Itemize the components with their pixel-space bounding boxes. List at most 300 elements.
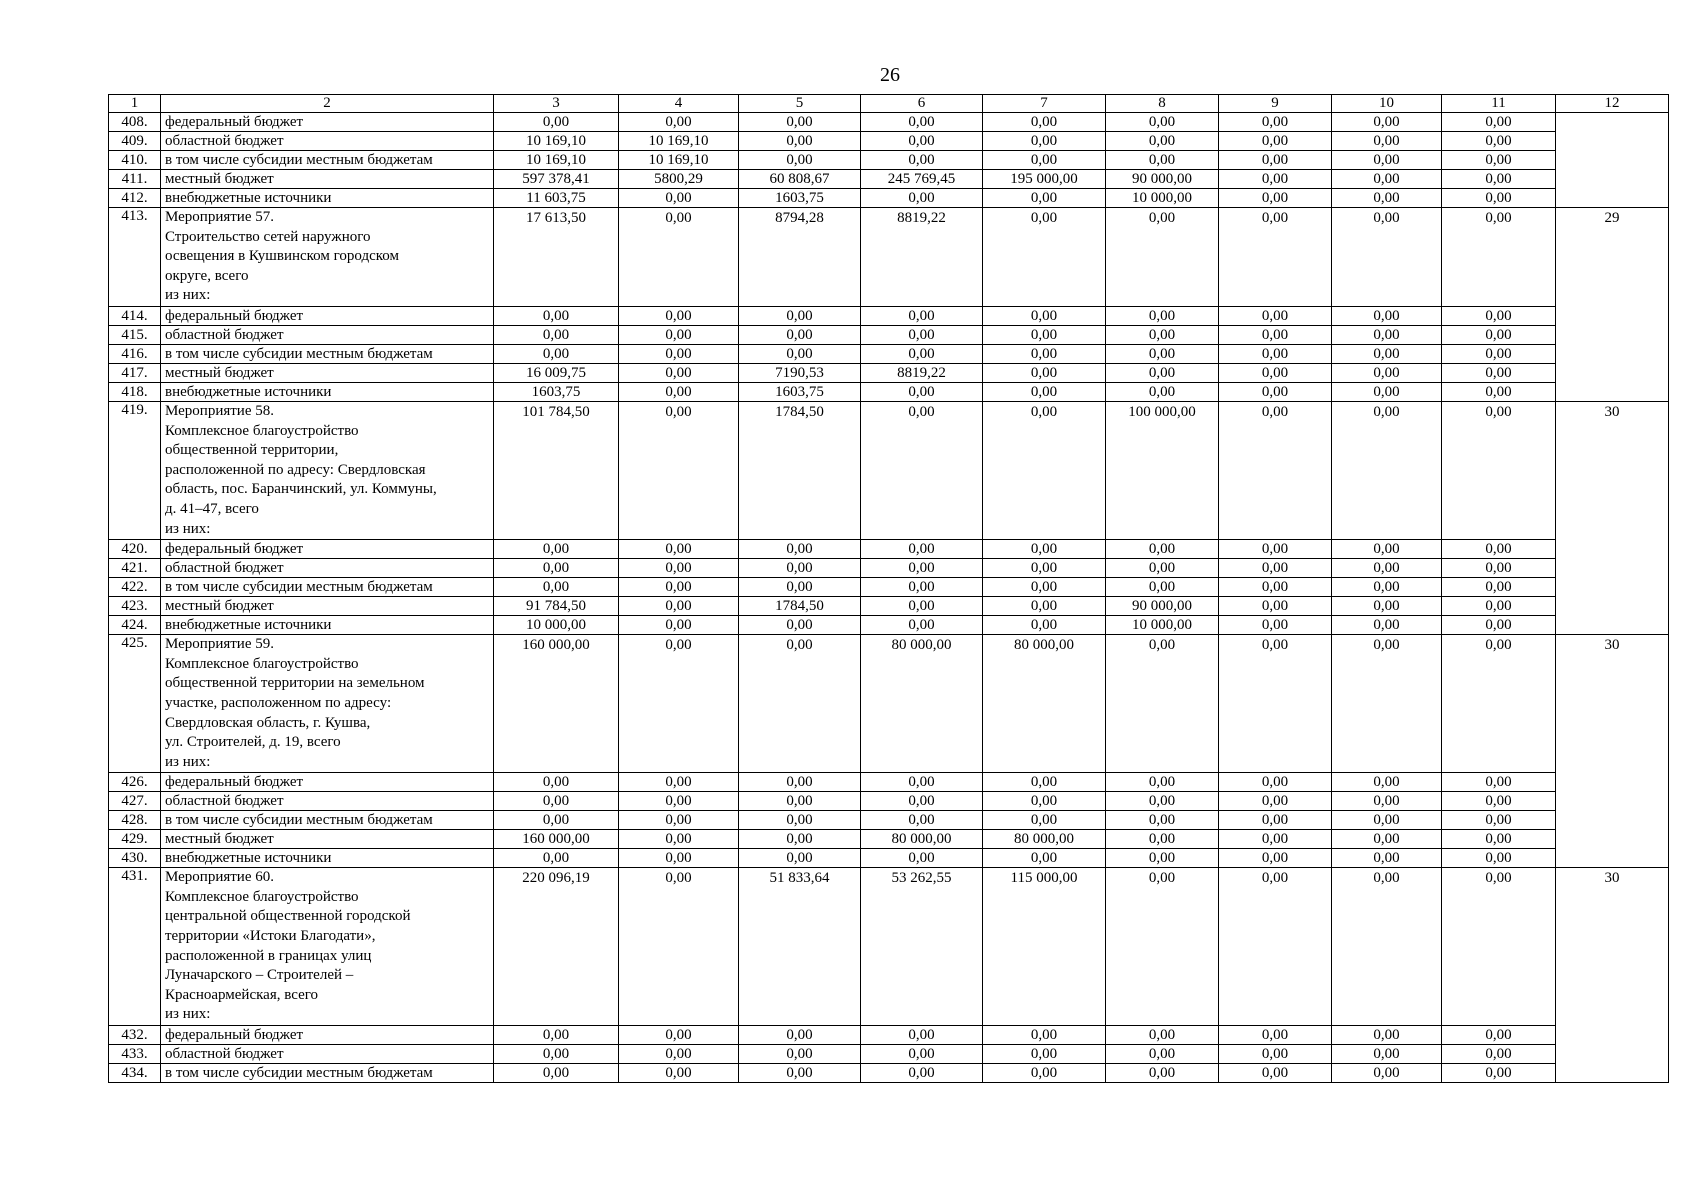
budget-table [108, 94, 1669, 1083]
value-cell: 0,00 [861, 344, 983, 363]
row-number: 412. [109, 189, 161, 208]
row-number: 415. [109, 325, 161, 344]
value-cell: 0,00 [619, 382, 739, 401]
value-cell: 0,00 [1219, 208, 1332, 307]
value-cell: 0,00 [1442, 616, 1556, 635]
value-cell: 0,00 [983, 132, 1106, 151]
value-cell: 80 000,00 [983, 635, 1106, 773]
value-cell: 0,00 [1442, 1026, 1556, 1045]
row-name: местный бюджет [161, 830, 494, 849]
value-cell: 1603,75 [739, 189, 861, 208]
value-cell: 8819,22 [861, 363, 983, 382]
value-cell: 0,00 [619, 830, 739, 849]
table-row [109, 382, 1669, 401]
value-cell: 0,00 [983, 616, 1106, 635]
row-name: областной бюджет [161, 325, 494, 344]
value-cell: 0,00 [1332, 151, 1442, 170]
measure-row [109, 401, 1669, 539]
value-cell: 0,00 [983, 113, 1106, 132]
value-cell: 0,00 [983, 363, 1106, 382]
row-name: внебюджетные источники [161, 189, 494, 208]
value-cell: 0,00 [739, 830, 861, 849]
value-cell: 10 000,00 [1106, 616, 1219, 635]
value-cell: 0,00 [1332, 170, 1442, 189]
row-number: 427. [109, 792, 161, 811]
row-name: областной бюджет [161, 559, 494, 578]
value-cell: 0,00 [983, 792, 1106, 811]
value-cell: 0,00 [861, 811, 983, 830]
table-row [109, 792, 1669, 811]
value-cell: 0,00 [861, 401, 983, 539]
value-cell: 0,00 [619, 325, 739, 344]
row-number: 421. [109, 559, 161, 578]
value-cell: 0,00 [1332, 578, 1442, 597]
value-cell: 0,00 [1106, 773, 1219, 792]
value-cell: 0,00 [739, 578, 861, 597]
value-cell: 0,00 [1332, 792, 1442, 811]
value-cell: 0,00 [1106, 208, 1219, 307]
value-cell: 0,00 [1332, 1026, 1442, 1045]
value-cell: 0,00 [619, 792, 739, 811]
value-cell: 0,00 [739, 540, 861, 559]
value-cell: 0,00 [494, 1045, 619, 1064]
value-cell: 0,00 [619, 363, 739, 382]
row-name: внебюджетные источники [161, 382, 494, 401]
value-cell: 0,00 [861, 1064, 983, 1083]
value-cell: 0,00 [739, 849, 861, 868]
column-header-8: 8 [1106, 95, 1219, 113]
value-cell: 0,00 [739, 792, 861, 811]
value-cell: 0,00 [1442, 578, 1556, 597]
row-name: в том числе субсидии местным бюджетам [161, 151, 494, 170]
value-cell: 10 169,10 [619, 151, 739, 170]
row-number: 408. [109, 113, 161, 132]
value-cell: 0,00 [619, 578, 739, 597]
value-cell: 1603,75 [494, 382, 619, 401]
row-number: 424. [109, 616, 161, 635]
value-cell: 0,00 [1332, 773, 1442, 792]
value-cell: 0,00 [1219, 363, 1332, 382]
value-cell: 0,00 [1332, 635, 1442, 773]
column-header-7: 7 [983, 95, 1106, 113]
value-cell: 0,00 [983, 344, 1106, 363]
row-name: областной бюджет [161, 1045, 494, 1064]
value-cell: 0,00 [1106, 151, 1219, 170]
value-cell: 0,00 [1332, 1045, 1442, 1064]
value-cell: 11 603,75 [494, 189, 619, 208]
table-row [109, 830, 1669, 849]
value-cell: 5800,29 [619, 170, 739, 189]
column-header-2: 2 [161, 95, 494, 113]
value-cell: 0,00 [1442, 113, 1556, 132]
value-cell: 7190,53 [739, 363, 861, 382]
table-row [109, 151, 1669, 170]
measure-row [109, 208, 1669, 307]
value-cell: 0,00 [1332, 382, 1442, 401]
value-cell: 0,00 [1442, 773, 1556, 792]
value-cell: 0,00 [1106, 1064, 1219, 1083]
row-number: 409. [109, 132, 161, 151]
value-cell: 0,00 [983, 325, 1106, 344]
row-number: 425. [109, 635, 161, 773]
row-name: федеральный бюджет [161, 306, 494, 325]
value-cell: 0,00 [1219, 792, 1332, 811]
column-header-3: 3 [494, 95, 619, 113]
value-cell: 0,00 [1442, 344, 1556, 363]
value-cell: 0,00 [983, 597, 1106, 616]
value-cell: 0,00 [1219, 325, 1332, 344]
value-cell: 0,00 [1442, 830, 1556, 849]
value-cell: 53 262,55 [861, 868, 983, 1026]
measure-row [109, 868, 1669, 1026]
value-cell: 90 000,00 [1106, 597, 1219, 616]
row-name: областной бюджет [161, 792, 494, 811]
value-cell: 0,00 [739, 306, 861, 325]
value-cell: 115 000,00 [983, 868, 1106, 1026]
value-cell: 0,00 [1219, 635, 1332, 773]
column-header-11: 11 [1442, 95, 1556, 113]
value-cell: 0,00 [1442, 1045, 1556, 1064]
value-cell: 0,00 [861, 559, 983, 578]
value-cell: 0,00 [861, 306, 983, 325]
value-cell: 0,00 [739, 151, 861, 170]
column-header-4: 4 [619, 95, 739, 113]
value-cell: 90 000,00 [1106, 170, 1219, 189]
column-number-row [109, 95, 1669, 113]
value-cell: 0,00 [1106, 868, 1219, 1026]
value-cell: 0,00 [1332, 597, 1442, 616]
value-cell: 0,00 [1442, 382, 1556, 401]
value-cell: 0,00 [1332, 540, 1442, 559]
page-number: 26 [880, 64, 900, 86]
row-number: 431. [109, 868, 161, 1026]
value-cell: 0,00 [1106, 811, 1219, 830]
value-cell: 0,00 [1219, 344, 1332, 363]
value-cell: 0,00 [1219, 540, 1332, 559]
table-row [109, 344, 1669, 363]
value-cell: 0,00 [1219, 849, 1332, 868]
row-number: 434. [109, 1064, 161, 1083]
value-cell: 8819,22 [861, 208, 983, 307]
value-cell: 0,00 [1332, 616, 1442, 635]
value-cell: 0,00 [1219, 132, 1332, 151]
value-cell: 0,00 [861, 540, 983, 559]
value-cell: 0,00 [739, 773, 861, 792]
value-cell: 0,00 [1219, 868, 1332, 1026]
table-body [109, 113, 1669, 1083]
value-cell: 0,00 [1442, 811, 1556, 830]
value-cell: 0,00 [861, 1045, 983, 1064]
value-cell: 0,00 [1106, 792, 1219, 811]
value-cell: 0,00 [861, 773, 983, 792]
value-cell: 0,00 [1219, 597, 1332, 616]
value-cell: 0,00 [739, 344, 861, 363]
value-cell: 0,00 [1332, 344, 1442, 363]
value-cell: 0,00 [1106, 1045, 1219, 1064]
value-cell: 0,00 [739, 132, 861, 151]
column-12-cell: 29 [1556, 208, 1669, 402]
value-cell: 0,00 [983, 189, 1106, 208]
value-cell: 0,00 [1219, 811, 1332, 830]
row-name: внебюджетные источники [161, 616, 494, 635]
value-cell: 0,00 [1106, 325, 1219, 344]
value-cell: 0,00 [494, 578, 619, 597]
value-cell: 0,00 [983, 1045, 1106, 1064]
column-12-cell: 30 [1556, 401, 1669, 634]
value-cell: 0,00 [1332, 363, 1442, 382]
value-cell: 0,00 [983, 811, 1106, 830]
row-name: областной бюджет [161, 132, 494, 151]
row-number: 417. [109, 363, 161, 382]
value-cell: 0,00 [1219, 830, 1332, 849]
row-number: 416. [109, 344, 161, 363]
row-name: федеральный бюджет [161, 773, 494, 792]
row-number: 426. [109, 773, 161, 792]
value-cell: 0,00 [1219, 1026, 1332, 1045]
column-header-9: 9 [1219, 95, 1332, 113]
value-cell: 0,00 [861, 132, 983, 151]
value-cell: 0,00 [1442, 597, 1556, 616]
value-cell: 0,00 [1442, 325, 1556, 344]
value-cell: 0,00 [1332, 189, 1442, 208]
row-number: 411. [109, 170, 161, 189]
value-cell: 0,00 [494, 773, 619, 792]
table-row [109, 773, 1669, 792]
value-cell: 80 000,00 [861, 635, 983, 773]
table-row [109, 540, 1669, 559]
value-cell: 0,00 [1219, 773, 1332, 792]
value-cell: 0,00 [1106, 578, 1219, 597]
value-cell: 160 000,00 [494, 830, 619, 849]
column-12-cell: 30 [1556, 635, 1669, 868]
value-cell: 0,00 [983, 773, 1106, 792]
value-cell: 0,00 [619, 344, 739, 363]
value-cell: 0,00 [861, 616, 983, 635]
value-cell: 0,00 [1219, 306, 1332, 325]
value-cell: 245 769,45 [861, 170, 983, 189]
table-row [109, 325, 1669, 344]
table-row [109, 1064, 1669, 1083]
value-cell: 0,00 [494, 344, 619, 363]
value-cell: 0,00 [983, 578, 1106, 597]
table-row [109, 306, 1669, 325]
value-cell: 10 169,10 [619, 132, 739, 151]
value-cell: 16 009,75 [494, 363, 619, 382]
value-cell: 0,00 [861, 597, 983, 616]
value-cell: 220 096,19 [494, 868, 619, 1026]
value-cell: 0,00 [619, 616, 739, 635]
row-number: 413. [109, 208, 161, 307]
value-cell: 0,00 [1442, 306, 1556, 325]
row-name: местный бюджет [161, 363, 494, 382]
value-cell: 0,00 [494, 1026, 619, 1045]
row-name: в том числе субсидии местным бюджетам [161, 811, 494, 830]
value-cell: 0,00 [1106, 306, 1219, 325]
value-cell: 10 169,10 [494, 132, 619, 151]
value-cell: 0,00 [1219, 113, 1332, 132]
value-cell: 8794,28 [739, 208, 861, 307]
value-cell: 0,00 [1106, 1026, 1219, 1045]
value-cell: 0,00 [619, 540, 739, 559]
value-cell: 10 000,00 [494, 616, 619, 635]
value-cell: 0,00 [1106, 363, 1219, 382]
table-row [109, 113, 1669, 132]
value-cell: 91 784,50 [494, 597, 619, 616]
value-cell: 0,00 [619, 1045, 739, 1064]
value-cell: 0,00 [1442, 1064, 1556, 1083]
value-cell: 0,00 [619, 1064, 739, 1083]
value-cell: 0,00 [619, 208, 739, 307]
value-cell: 0,00 [1332, 113, 1442, 132]
value-cell: 0,00 [1332, 849, 1442, 868]
row-name: федеральный бюджет [161, 1026, 494, 1045]
column-header-5: 5 [739, 95, 861, 113]
value-cell: 0,00 [1332, 868, 1442, 1026]
row-name: Мероприятие 60. Комплексное благоустройство центральной общественной городской территории «Истоки Благодати», расположенной в границах улиц Луначарского – Строителей – Красноармейская, всего из них: [161, 868, 494, 1026]
row-name: Мероприятие 58. Комплексное благоустройство общественной территории, расположенной по адресу: Свердловская область, пос. Баранчинский, ул. Коммуны, д. 41–47, всего из них: [161, 401, 494, 539]
column-header-6: 6 [861, 95, 983, 113]
table-row [109, 616, 1669, 635]
value-cell: 0,00 [1219, 616, 1332, 635]
value-cell: 0,00 [494, 113, 619, 132]
row-name: федеральный бюджет [161, 540, 494, 559]
value-cell: 0,00 [739, 1026, 861, 1045]
value-cell: 0,00 [494, 559, 619, 578]
value-cell: 0,00 [861, 578, 983, 597]
table-row [109, 597, 1669, 616]
value-cell: 0,00 [1442, 401, 1556, 539]
column-12-cell: 30 [1556, 868, 1669, 1083]
value-cell: 0,00 [1219, 1045, 1332, 1064]
row-name: федеральный бюджет [161, 113, 494, 132]
row-name: в том числе субсидии местным бюджетам [161, 344, 494, 363]
value-cell: 0,00 [1106, 540, 1219, 559]
value-cell: 0,00 [1332, 306, 1442, 325]
value-cell: 0,00 [1332, 559, 1442, 578]
value-cell: 101 784,50 [494, 401, 619, 539]
value-cell: 0,00 [1442, 540, 1556, 559]
value-cell: 0,00 [1442, 792, 1556, 811]
value-cell: 0,00 [739, 811, 861, 830]
row-number: 420. [109, 540, 161, 559]
value-cell: 0,00 [1442, 170, 1556, 189]
value-cell: 0,00 [1219, 151, 1332, 170]
value-cell: 0,00 [1106, 559, 1219, 578]
value-cell: 0,00 [1219, 559, 1332, 578]
value-cell: 0,00 [1106, 382, 1219, 401]
value-cell: 51 833,64 [739, 868, 861, 1026]
table-row [109, 578, 1669, 597]
value-cell: 0,00 [619, 635, 739, 773]
value-cell: 0,00 [1442, 849, 1556, 868]
value-cell: 0,00 [619, 811, 739, 830]
value-cell: 0,00 [861, 1026, 983, 1045]
value-cell: 0,00 [1219, 170, 1332, 189]
value-cell: 80 000,00 [983, 830, 1106, 849]
value-cell: 0,00 [983, 401, 1106, 539]
table-row [109, 1026, 1669, 1045]
value-cell: 0,00 [1332, 401, 1442, 539]
value-cell: 0,00 [861, 113, 983, 132]
value-cell: 0,00 [494, 792, 619, 811]
value-cell: 0,00 [861, 325, 983, 344]
value-cell: 1603,75 [739, 382, 861, 401]
value-cell: 0,00 [1219, 382, 1332, 401]
value-cell: 0,00 [619, 849, 739, 868]
value-cell: 1784,50 [739, 401, 861, 539]
value-cell: 0,00 [1332, 325, 1442, 344]
value-cell: 0,00 [619, 868, 739, 1026]
table-row [109, 189, 1669, 208]
value-cell: 0,00 [1106, 635, 1219, 773]
row-number: 430. [109, 849, 161, 868]
value-cell: 0,00 [494, 1064, 619, 1083]
value-cell: 0,00 [983, 1026, 1106, 1045]
table-row [109, 170, 1669, 189]
table-row [109, 363, 1669, 382]
value-cell: 0,00 [1332, 208, 1442, 307]
value-cell: 0,00 [1219, 578, 1332, 597]
value-cell: 0,00 [739, 325, 861, 344]
row-name: местный бюджет [161, 170, 494, 189]
row-number: 423. [109, 597, 161, 616]
row-number: 432. [109, 1026, 161, 1045]
value-cell: 0,00 [494, 849, 619, 868]
value-cell: 60 808,67 [739, 170, 861, 189]
value-cell: 195 000,00 [983, 170, 1106, 189]
value-cell: 0,00 [619, 401, 739, 539]
row-name: внебюджетные источники [161, 849, 494, 868]
value-cell: 0,00 [1106, 830, 1219, 849]
value-cell: 0,00 [1442, 132, 1556, 151]
value-cell: 17 613,50 [494, 208, 619, 307]
value-cell: 0,00 [983, 151, 1106, 170]
value-cell: 0,00 [983, 540, 1106, 559]
value-cell: 0,00 [983, 382, 1106, 401]
value-cell: 0,00 [1219, 189, 1332, 208]
value-cell: 0,00 [1332, 811, 1442, 830]
value-cell: 0,00 [1442, 559, 1556, 578]
value-cell: 0,00 [619, 189, 739, 208]
table-row [109, 559, 1669, 578]
value-cell: 0,00 [861, 849, 983, 868]
value-cell: 0,00 [494, 811, 619, 830]
value-cell: 0,00 [619, 559, 739, 578]
value-cell: 0,00 [861, 151, 983, 170]
value-cell: 160 000,00 [494, 635, 619, 773]
row-number: 414. [109, 306, 161, 325]
value-cell: 0,00 [619, 113, 739, 132]
value-cell: 0,00 [1106, 132, 1219, 151]
row-number: 422. [109, 578, 161, 597]
row-number: 410. [109, 151, 161, 170]
row-name: Мероприятие 59. Комплексное благоустройство общественной территории на земельном участке, расположенном по адресу: Свердловская область, г. Кушва, ул. Строителей, д. 19, всего из них: [161, 635, 494, 773]
value-cell: 0,00 [1106, 849, 1219, 868]
value-cell: 0,00 [739, 113, 861, 132]
value-cell: 0,00 [1332, 830, 1442, 849]
value-cell: 0,00 [1106, 344, 1219, 363]
value-cell: 0,00 [619, 306, 739, 325]
value-cell: 0,00 [739, 635, 861, 773]
value-cell: 0,00 [1106, 113, 1219, 132]
value-cell: 10 169,10 [494, 151, 619, 170]
value-cell: 0,00 [983, 1064, 1106, 1083]
row-number: 418. [109, 382, 161, 401]
table-row [109, 811, 1669, 830]
value-cell: 0,00 [1332, 132, 1442, 151]
row-number: 428. [109, 811, 161, 830]
row-number: 429. [109, 830, 161, 849]
